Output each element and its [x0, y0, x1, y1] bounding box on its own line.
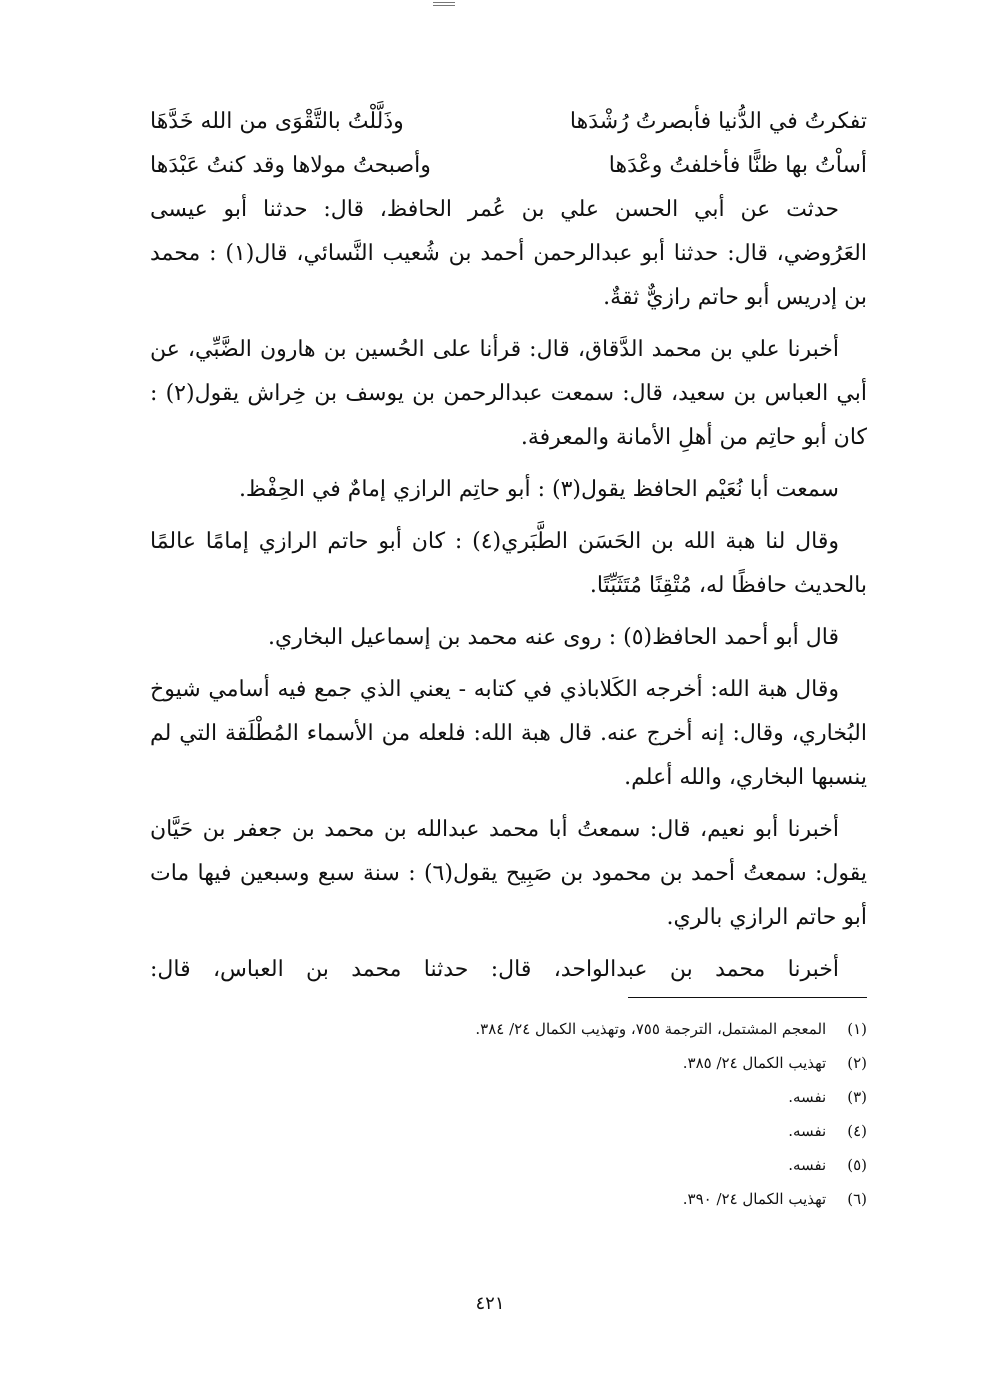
footnote-text: نفسه.	[788, 1088, 827, 1106]
footnote-separator	[628, 997, 867, 998]
footnote-number: (٤)	[847, 1122, 867, 1140]
paragraph: وقال لنا هبة الله بن الحَسَن الطَّبَري(٤) : كان أبو حاتم الرازي إمامًا عالمًا بالحديث حافظًا له، مُتْقِنًا مُتَثَبِّتًا.	[150, 529, 867, 598]
footnote-number: (٣)	[847, 1088, 867, 1106]
footnote-text: تهذيب الكمال ٢٤/ ٣٩٠.	[682, 1190, 827, 1208]
footnote-text: المعجم المشتمل، الترجمة ٧٥٥، وتهذيب الكمال ٢٤/ ٣٨٤.	[475, 1020, 827, 1038]
footnote	[307, 1114, 867, 1148]
footnote	[307, 1148, 867, 1182]
footnote	[307, 1046, 867, 1080]
page-number: ٤٢١	[475, 1293, 505, 1314]
footnote	[307, 1182, 867, 1216]
paragraph: وقال هبة الله: أخرجه الكَلاباذي في كتابه - يعني الذي جمع فيه أسامي شيوخ البُخاري، وقال: إنه أخرج عنه. قال هبة الله: فلعله من الأسماء المُطْلَقة التي لم ينسبها البخاري، والله أعلم.	[150, 677, 867, 790]
main-text	[150, 100, 867, 992]
paragraph: حدثت عن أبي الحسن علي بن عُمر الحافظ، قال: حدثنا أبو عيسى العَرُوضي، قال: حدثنا أبو عبدالرحمن أحمد بن شُعيب النَّسائي، قال(١) : محمد بن إدريس أبو حاتم رازيٌّ ثقةٌ.	[150, 197, 867, 310]
footnote-text: نفسه.	[788, 1156, 827, 1174]
paragraph: سمعت أبا نُعَيْم الحافظ يقول(٣) : أبو حاتِم الرازي إمامٌ في الحِفْظ.	[238, 477, 839, 502]
paragraph: أخبرنا محمد بن عبدالواحد، قال: حدثنا محمد بن العباس، قال:	[150, 957, 839, 982]
verse-hemistich-right: تفكرتُ في الدُّنيا فأبصرتُ رُشْدَها	[569, 109, 867, 134]
footnotes	[307, 1012, 867, 1216]
footnote-number: (١)	[847, 1020, 867, 1038]
paragraph: قال أبو أحمد الحافظ(٥) : روى عنه محمد بن إسماعيل البخاري.	[268, 625, 839, 650]
top-edge-mark	[433, 2, 455, 6]
verse-line	[150, 100, 867, 144]
footnote-number: (٦)	[847, 1190, 867, 1208]
footnote	[307, 1012, 867, 1046]
footnote-text: نفسه.	[788, 1122, 827, 1140]
verse-hemistich-left: وأصبحتُ مولاها وقد كنتُ عَبْدَها	[150, 153, 431, 178]
verse-line	[150, 144, 867, 188]
footnote-number: (٢)	[847, 1054, 867, 1072]
footnote	[307, 1080, 867, 1114]
verse-hemistich-right: أساْتُ بها ظنًّا فأخلفتُ وعْدَها	[608, 153, 867, 178]
footnote-text: تهذيب الكمال ٢٤/ ٣٨٥.	[682, 1054, 827, 1072]
footnote-number: (٥)	[847, 1156, 867, 1174]
verse-hemistich-left: وذَلَّلْتُ بالتَّقْوَى من الله خَدَّهَا	[150, 109, 404, 134]
paragraph: أخبرنا أبو نعيم، قال: سمعتُ أبا محمد عبدالله بن محمد بن جعفر بن حَيَّان يقول: سمعتُ أحمد بن محمود بن صَبِيح يقول(٦) : سنة سبع وسبعين فيها مات أبو حاتم الرازي بالري.	[150, 817, 867, 930]
paragraph: أخبرنا علي بن محمد الدَّقاق، قال: قرأنا على الحُسين بن هارون الضَّبِّي، عن أبي العباس بن سعيد، قال: سمعت عبدالرحمن بن يوسف بن خِراش يقول(٢) : كان أبو حاتِم من أهلِ الأمانة والمعرفة.	[150, 337, 867, 450]
